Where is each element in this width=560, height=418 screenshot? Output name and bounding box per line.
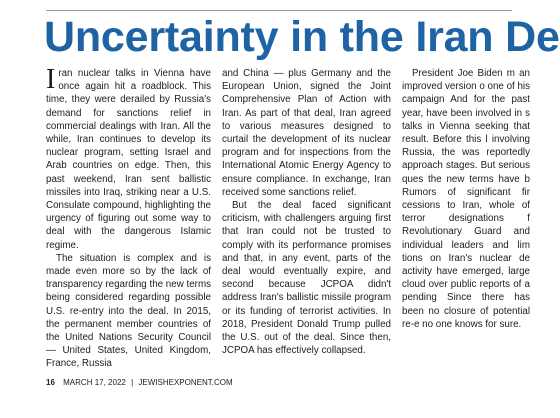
paragraph — [46, 64, 211, 252]
article-column-2 — [222, 67, 391, 357]
headline: Uncertainty in the Iran De — [44, 13, 560, 61]
paragraph-text: ran nuclear talks in Vienna have once again hit a roadblock. This time, they were derailed by Russia's demand for sanctions relief in commercial dealings with Iran. All the while, Iran continues to develop its nuclear program, setting Israel and Arab countries on edge. Then, this past weekend, Iran sent ballistic missiles into Iraq, striking near a U.S. Consulate compound, highlighting the urgency of figuring out some way to deal with the dangerous Islamic regime. — [46, 68, 211, 251]
paragraph: and China — plus Germany and the European Union, signed the Joint Comprehensive Plan of Action with Iran. As part of that deal, Iran agreed to various measures designed to curtail the development of its nuclear program and for inspections from the International Atomic Energy Agency to ensure compliance. In exchange, Iran received some sanctions relief. — [222, 68, 391, 198]
page-number: 16 — [46, 378, 55, 387]
article-column-3 — [402, 67, 530, 331]
issue-date: MARCH 17, 2022 — [63, 378, 126, 387]
page-footer — [46, 378, 233, 387]
website: JEWISHEXPONENT.COM — [138, 378, 233, 387]
paragraph: But the deal faced significant criticism, with challengers arguing first that Iran could not be trusted to comply with its performance promises and that, in any event, parts of the deal would eventually expire, and second because JCPOA didn't address Iran's ballistic missile program or its funding of terrorist activities. In 2018, President Donald Trump pulled the U.S. out of the deal. Since then, JCPOA has effectively collapsed. — [222, 200, 391, 357]
article-column-1 — [46, 64, 211, 371]
paragraph: President Joe Biden m an improved version o one of his campaign And for the past year, have been involved in s talks in Vienna seeking that result. Before this l involving Russia, the was reportedly approach stages. But serious ques the new terms have b Rumors of significant fir cessions to Iran, whole of terror designations f Revolutionary Guard and individual leaders and lim tions on Iran's nuclear de activity have emerged, large cloud over public reports of a pending Since there has been no closure of potential re-e no one knows for sure. — [402, 68, 530, 330]
drop-cap: I — [46, 64, 56, 95]
footer-separator: | — [131, 378, 134, 387]
paragraph: The situation is complex and is made even more so by the lack of transparency regarding the new terms being considered regarding possible U.S. re-entry into the deal. In 2015, the permanent member countries of the United Nations Security Council — United States, United Kingdom, France, Russia — [46, 252, 211, 370]
